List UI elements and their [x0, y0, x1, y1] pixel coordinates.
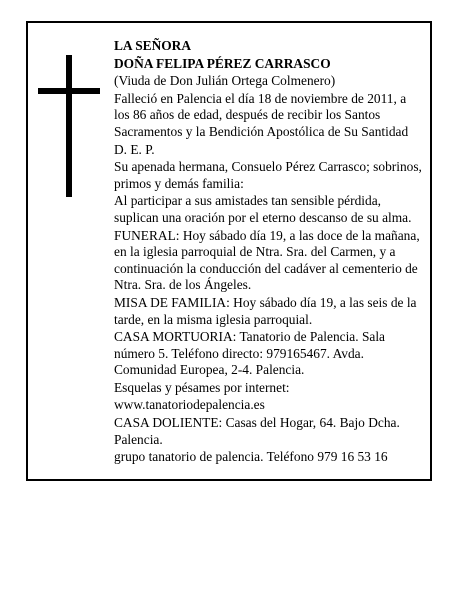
widow-note: (Viuda de Don Julián Ortega Colmenero) — [114, 73, 336, 89]
obituary-text — [114, 38, 424, 467]
funeral-home-text: CASA MORTUORIA: Tanatorio de Palencia. Sala número 5. Teléfono directo: 979165467. Avda. Comunidad Europea, 2-4. Palencia. — [114, 329, 385, 378]
cross-horizontal-bar — [38, 88, 100, 94]
death-text: Falleció en Palencia el día 18 de noviembre de 2011, a los 86 años de edad, después de recibir los Santos Sacramentos y la Bendición Apostólica de Su Santidad — [114, 90, 409, 139]
internet-label: Esquelas y pésames por internet: — [114, 379, 290, 395]
deceased-name: DOÑA FELIPA PÉREZ CARRASCO — [114, 55, 331, 71]
family-intro: Su apenada hermana, Consuelo Pérez Carrasco; sobrinos, primos y demás familia: — [114, 159, 422, 191]
notice-title: LA SEÑORA — [114, 38, 192, 53]
funeral-text: FUNERAL: Hoy sábado día 19, a las doce de la mañana, en la iglesia parroquial de Ntra. Sra. del Carmen, y a continuación la conducción del cadáver al cementerio de Ntra. Sra. de los Ángeles. — [114, 227, 420, 293]
footer-text: grupo tanatorio de palencia. Teléfono 979 16 53 16 — [114, 449, 388, 465]
family-mass-text: MISA DE FAMILIA: Hoy sábado día 19, a las seis de la tarde, en la misma iglesia parroquial. — [114, 294, 417, 327]
grieving-house-text: CASA DOLIENTE: Casas del Hogar, 64. Bajo Dcha. Palencia. — [114, 415, 400, 447]
website-link[interactable]: www.tanatoriodepalencia.es — [114, 397, 265, 413]
cross-vertical-bar — [66, 55, 72, 197]
dep-text: D. E. P. — [114, 141, 155, 157]
request-text: Al participar a sus amistades tan sensible pérdida, suplican una oración por el eterno descanso de su alma. — [114, 193, 412, 225]
